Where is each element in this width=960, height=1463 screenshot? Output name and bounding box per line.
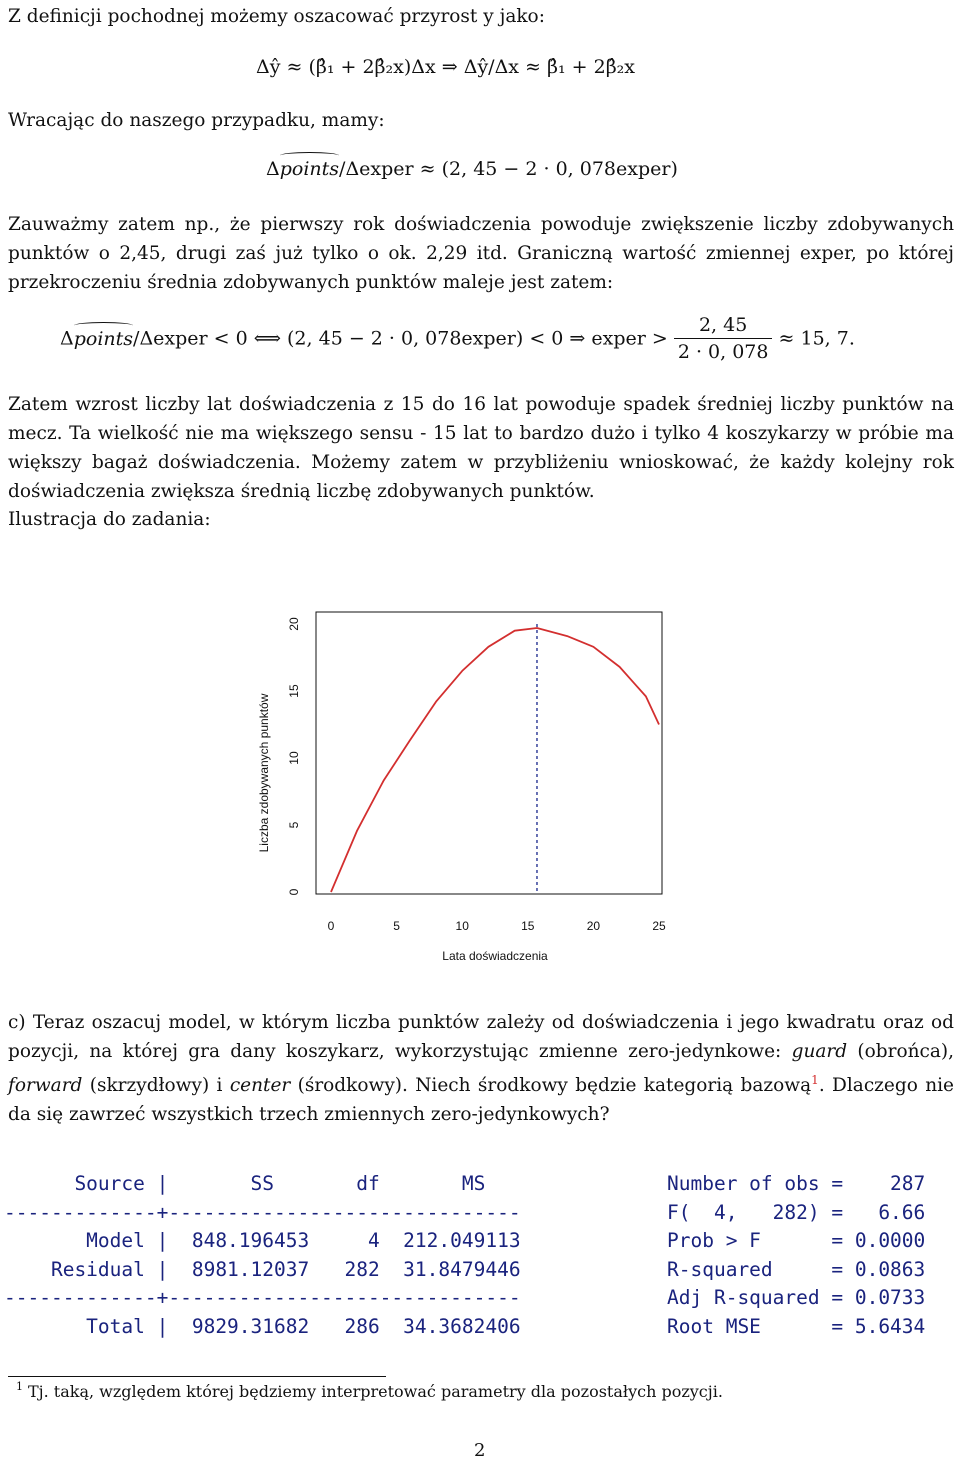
x-tick-label: 5 <box>393 919 400 933</box>
footnote-rule <box>8 1376 386 1377</box>
plot-frame <box>316 612 662 894</box>
footnote-mark: 1 <box>16 1380 23 1393</box>
return-text: Wracając do naszego przypadku, mamy: <box>8 110 385 131</box>
y-tick-label: 10 <box>287 751 301 765</box>
part-c-center: center <box>229 1075 291 1097</box>
quadratic-chart <box>230 590 730 975</box>
part-c-forward: forward <box>8 1075 83 1097</box>
stats-table: Number of obs = 287 F( 4, 282) = 6.66 Prob > F = 0.0000 R-squared = 0.0863 Adj R-squared = 0.0733 Root MSE = 5.6434 <box>667 1172 926 1338</box>
y-tick-label: 5 <box>287 821 301 829</box>
page-number: 2 <box>474 1440 486 1461</box>
equation-threshold: Δpoints/Δexper < 0 ⟺ (2, 45 − 2 · 0, 078exper) < 0 ⇒ exper > $\frac{2, 45}{2 \cdot 0, 078}$ ≈ 15, 7. <box>60 314 855 363</box>
y-axis-label: Liczba zdobywanych punktów <box>257 693 271 853</box>
y-tick-label: 0 <box>287 888 301 896</box>
paragraph-interpretation: Zatem wzrost liczby lat doświadczenia z 15 do 16 lat powoduje spadek średniej liczby punktów na mecz. Ta wielkość nie ma większego sensu - 15 lat to bardzo dużo i tylko 4 koszykarzy w próbie ma większy bagaż doświadczenia. Możemy zatem w przybliżeniu wnioskować, że każdy kolejny rok doświadczenia zwiększa średnią liczbę zdobywanych punktów. <box>8 394 954 502</box>
y-tick-label: 15 <box>287 684 301 698</box>
footnote <box>16 1380 723 1401</box>
x-tick-label: 20 <box>586 919 601 933</box>
x-tick-label: 15 <box>521 919 535 933</box>
y-tick-label: 20 <box>287 617 301 631</box>
intro-text: Z definicji pochodnej możemy oszacować przyrost y jako: <box>8 6 545 27</box>
fraction-numerator: 2, 45 <box>674 314 773 339</box>
fraction <box>674 314 773 363</box>
paragraph-threshold: Zauważmy zatem np., że pierwszy rok doświadczenia powoduje zwiększenie liczby zdobywanych punktów o 2,45, drugi zaś już tylko o ok. 2,29 itd. Graniczną wartość zmiennej exper, po której przekroczeniu średnia zdobywanych punktów maleje jest zatem: <box>8 214 954 293</box>
hat-points-2: points <box>73 327 134 350</box>
illustration-label: Ilustracja do zadania: <box>8 509 211 530</box>
part-c-prefix: c) Teraz oszacuj model, w którym liczba punktów zależy od doświadczenia i jego kwadratu oraz od pozycji, na której gra dany koszykarz, wykorzystując zmienne zero-jedynkowe: <box>8 1012 954 1062</box>
equation-derivative: Δŷ ≈ (β̂₁ + 2β̂₂x)Δx ⇒ Δŷ/Δx ≈ β̂₁ + 2β̂₂x <box>256 56 636 78</box>
part-c-guard: guard <box>791 1041 848 1062</box>
equation-points-delta: Δpoints/Δexper ≈ (2, 45 − 2 · 0, 078exper) <box>266 158 678 180</box>
footnote-text: Tj. taką, względem której będziemy interpretować parametry dla pozostałych pozycji. <box>28 1382 723 1401</box>
anova-table: Source | SS df MS -------------+------------------------------ Model | 848.196453 4 212.049113 Residual | 8981.12037 282 31.8479446 -------------+------------------------------ Total | 9829.31682 286 34.3682406 <box>4 1172 521 1338</box>
equation-points-delta-rest: /Δexper ≈ (2, 45 − 2 · 0, 078exper) <box>339 158 678 180</box>
fraction-denominator: 2 · 0, 078 <box>677 341 769 363</box>
part-c-mid3: (środkowy). Niech środkowy będzie kategorią bazową <box>290 1075 812 1097</box>
x-tick-label: 0 <box>327 919 335 933</box>
x-axis-label: Lata doświadczenia <box>442 949 548 963</box>
part-c-question <box>8 1008 954 1129</box>
equation-threshold-part1: /Δexper < 0 ⟺ (2, 45 − 2 · 0, 078exper) < 0 ⇒ exper > <box>133 327 668 350</box>
part-c-mid2: (skrzydłowy) i <box>82 1075 230 1097</box>
equation-threshold-tail: ≈ 15, 7. <box>778 327 855 350</box>
x-tick-label: 10 <box>455 919 469 933</box>
x-tick-label: 25 <box>652 919 666 933</box>
plot-layer <box>257 612 666 963</box>
part-c-suffix: . Dlaczego nie da się zawrzeć wszystkich trzech zmiennych zero-jedynkowych? <box>8 1075 954 1126</box>
series-line <box>331 628 659 892</box>
part-c-mid1: (obrońca), <box>847 1041 954 1062</box>
footnote-ref[interactable]: 1 <box>811 1073 819 1087</box>
hat-points: points <box>279 158 340 180</box>
